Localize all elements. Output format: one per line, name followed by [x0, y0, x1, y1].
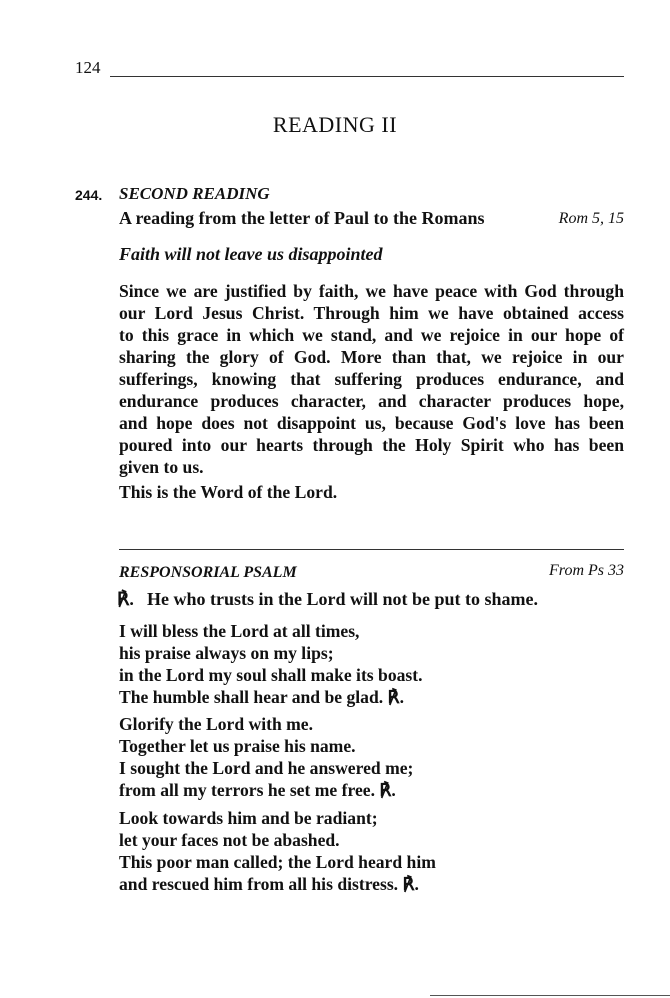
body-line: to this grace in which we stand, and we rejoice in our hope of	[119, 325, 624, 345]
reading-intro: A reading from the letter of Paul to the Romans	[119, 208, 485, 228]
section-title: READING II	[272, 112, 398, 137]
psalm-stanza	[119, 807, 436, 895]
stanza-line: Look towards him and be radiant;	[119, 808, 378, 828]
psalm-label: RESPONSORIAL PSALM	[119, 564, 297, 581]
reading-label: SECOND READING	[119, 184, 270, 203]
body-line: and hope does not disappoint us, because God's love has been	[119, 413, 624, 433]
body-line: our Lord Jesus Christ. Through him we have obtained access	[119, 303, 624, 323]
body-line: sharing the glory of God. More than that, we rejoice in our	[119, 347, 624, 367]
body-line: Since we are justified by faith, we have peace with God through	[119, 281, 624, 301]
stanza-line: The humble shall hear and be glad. ℟.	[119, 687, 404, 707]
stanza-line: This poor man called; the Lord heard him	[119, 852, 436, 872]
response-text: He who trusts in the Lord will not be put to shame.	[147, 589, 539, 609]
psalm-stanza	[119, 620, 423, 708]
stanza-line: I will bless the Lord at all times,	[119, 621, 360, 641]
stanza-line: his praise always on my lips;	[119, 643, 334, 663]
stanza-line: let your faces not be abashed.	[119, 830, 340, 850]
header-rule	[110, 76, 624, 77]
footer-rule	[430, 995, 670, 996]
reading-reference: Rom 5, 15	[558, 210, 624, 227]
stanza-line: and rescued him from all his distress. ℟.	[119, 874, 419, 894]
stanza-line: in the Lord my soul shall make its boast.	[119, 665, 423, 685]
reading-number: 244.	[75, 187, 103, 203]
page-number: 124	[75, 58, 101, 77]
reading-subtitle: Faith will not leave us disappointed	[119, 244, 383, 264]
stanza-line: Glorify the Lord with me.	[119, 714, 313, 734]
stanza-line: I sought the Lord and he answered me;	[119, 758, 414, 778]
psalm-stanza	[119, 713, 413, 801]
stanza-line: Together let us praise his name.	[119, 736, 356, 756]
body-line: endurance produces character, and character produces hope,	[119, 391, 624, 411]
reading-closing: This is the Word of the Lord.	[119, 482, 338, 502]
response-symbol: ℟.	[117, 589, 134, 609]
reading-body	[119, 280, 624, 478]
body-line: sufferings, knowing that suffering produces endurance, and	[119, 369, 624, 389]
psalm-response	[117, 589, 538, 610]
psalm-divider	[119, 549, 624, 550]
body-line: given to us.	[119, 457, 204, 477]
psalm-reference: From Ps 33	[549, 562, 624, 579]
body-line: poured into our hearts through the Holy Spirit who has been	[119, 435, 624, 455]
stanza-line: from all my terrors he set me free. ℟.	[119, 780, 396, 800]
